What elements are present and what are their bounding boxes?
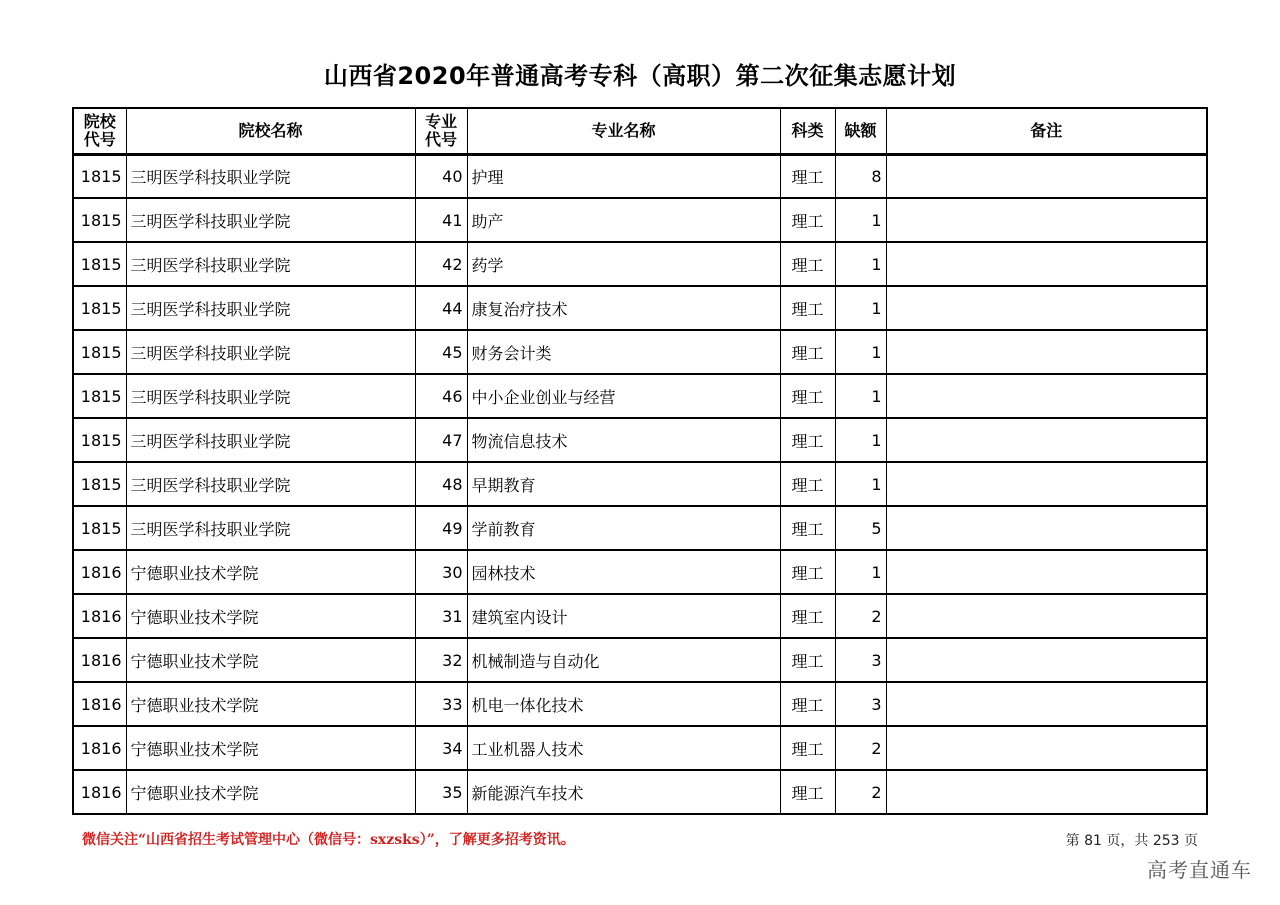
cell-school-code: 1816 — [73, 726, 126, 770]
table-row — [73, 506, 1207, 550]
cell-school-code: 1815 — [73, 198, 126, 242]
cell-category: 理工 — [780, 154, 835, 198]
cell-category: 理工 — [780, 374, 835, 418]
cell-vacancies: 1 — [835, 550, 886, 594]
cell-school-code: 1815 — [73, 374, 126, 418]
table-row — [73, 154, 1207, 198]
cell-vacancies: 5 — [835, 506, 886, 550]
cell-school-code: 1815 — [73, 506, 126, 550]
cell-major-name: 机电一体化技术 — [467, 682, 780, 726]
cell-school-code: 1815 — [73, 418, 126, 462]
cell-major-name: 机械制造与自动化 — [467, 638, 780, 682]
cell-school-name: 宁德职业技术学院 — [126, 594, 415, 638]
cell-major-code: 41 — [415, 198, 467, 242]
table-row — [73, 462, 1207, 506]
cell-major-code: 33 — [415, 682, 467, 726]
cell-remarks — [886, 594, 1207, 638]
table-row — [73, 418, 1207, 462]
cell-major-name: 助产 — [467, 198, 780, 242]
cell-category: 理工 — [780, 462, 835, 506]
cell-school-code: 1816 — [73, 682, 126, 726]
cell-major-code: 44 — [415, 286, 467, 330]
header-major-name: 专业名称 — [467, 108, 780, 154]
table-row — [73, 770, 1207, 814]
cell-remarks — [886, 330, 1207, 374]
cell-major-name: 物流信息技术 — [467, 418, 780, 462]
cell-remarks — [886, 374, 1207, 418]
cell-vacancies: 2 — [835, 726, 886, 770]
cell-category: 理工 — [780, 550, 835, 594]
cell-major-code: 32 — [415, 638, 467, 682]
cell-vacancies: 2 — [835, 594, 886, 638]
cell-major-code: 46 — [415, 374, 467, 418]
cell-category: 理工 — [780, 506, 835, 550]
cell-category: 理工 — [780, 638, 835, 682]
cell-major-code: 40 — [415, 154, 467, 198]
table-row — [73, 726, 1207, 770]
table-row — [73, 550, 1207, 594]
cell-major-name: 学前教育 — [467, 506, 780, 550]
cell-school-name: 宁德职业技术学院 — [126, 550, 415, 594]
cell-vacancies: 2 — [835, 770, 886, 814]
cell-school-name: 宁德职业技术学院 — [126, 682, 415, 726]
cell-major-code: 49 — [415, 506, 467, 550]
header-school-code: 院校 代号 — [73, 108, 126, 154]
cell-category: 理工 — [780, 770, 835, 814]
cell-major-code: 42 — [415, 242, 467, 286]
cell-vacancies: 8 — [835, 154, 886, 198]
cell-major-name: 新能源汽车技术 — [467, 770, 780, 814]
cell-category: 理工 — [780, 198, 835, 242]
cell-school-name: 三明医学科技职业学院 — [126, 462, 415, 506]
cell-school-code: 1816 — [73, 594, 126, 638]
cell-remarks — [886, 418, 1207, 462]
table-row — [73, 638, 1207, 682]
cell-major-name: 建筑室内设计 — [467, 594, 780, 638]
cell-major-name: 中小企业创业与经营 — [467, 374, 780, 418]
cell-school-name: 三明医学科技职业学院 — [126, 418, 415, 462]
cell-remarks — [886, 462, 1207, 506]
cell-school-code: 1816 — [73, 770, 126, 814]
cell-remarks — [886, 682, 1207, 726]
cell-school-name: 三明医学科技职业学院 — [126, 506, 415, 550]
cell-remarks — [886, 770, 1207, 814]
cell-vacancies: 1 — [835, 418, 886, 462]
cell-school-code: 1815 — [73, 330, 126, 374]
cell-school-name: 三明医学科技职业学院 — [126, 330, 415, 374]
cell-vacancies: 1 — [835, 198, 886, 242]
cell-vacancies: 3 — [835, 638, 886, 682]
cell-remarks — [886, 638, 1207, 682]
cell-remarks — [886, 198, 1207, 242]
cell-major-name: 工业机器人技术 — [467, 726, 780, 770]
cell-major-name: 早期教育 — [467, 462, 780, 506]
page-title: 山西省2020年普通高考专科（高职）第二次征集志愿计划 — [323, 62, 957, 90]
cell-major-code: 45 — [415, 330, 467, 374]
cell-major-name: 药学 — [467, 242, 780, 286]
cell-school-code: 1815 — [73, 462, 126, 506]
cell-vacancies: 1 — [835, 374, 886, 418]
cell-category: 理工 — [780, 418, 835, 462]
cell-school-name: 三明医学科技职业学院 — [126, 374, 415, 418]
cell-remarks — [886, 506, 1207, 550]
header-major-code: 专业 代号 — [415, 108, 467, 154]
header-category: 科类 — [780, 108, 835, 154]
table-row — [73, 286, 1207, 330]
cell-major-code: 47 — [415, 418, 467, 462]
cell-vacancies: 1 — [835, 462, 886, 506]
table-row — [73, 242, 1207, 286]
cell-major-name: 康复治疗技术 — [467, 286, 780, 330]
cell-category: 理工 — [780, 330, 835, 374]
cell-major-name: 园林技术 — [467, 550, 780, 594]
cell-vacancies: 1 — [835, 242, 886, 286]
table-row — [73, 198, 1207, 242]
cell-school-code: 1816 — [73, 550, 126, 594]
cell-vacancies: 3 — [835, 682, 886, 726]
cell-school-name: 三明医学科技职业学院 — [126, 242, 415, 286]
cell-remarks — [886, 154, 1207, 198]
cell-category: 理工 — [780, 286, 835, 330]
cell-school-name: 三明医学科技职业学院 — [126, 286, 415, 330]
watermark-text: 高考直通车 — [1147, 858, 1252, 882]
cell-school-code: 1815 — [73, 154, 126, 198]
cell-category: 理工 — [780, 726, 835, 770]
cell-school-code: 1815 — [73, 286, 126, 330]
table-row — [73, 594, 1207, 638]
table-row — [73, 374, 1207, 418]
cell-major-code: 48 — [415, 462, 467, 506]
cell-remarks — [886, 286, 1207, 330]
header-school-name: 院校名称 — [126, 108, 415, 154]
cell-major-code: 35 — [415, 770, 467, 814]
cell-school-code: 1816 — [73, 638, 126, 682]
cell-school-name: 三明医学科技职业学院 — [126, 198, 415, 242]
cell-school-code: 1815 — [73, 242, 126, 286]
cell-category: 理工 — [780, 242, 835, 286]
cell-major-code: 34 — [415, 726, 467, 770]
page-number: 第 81 页，共 253 页 — [1065, 833, 1198, 849]
cell-vacancies: 1 — [835, 286, 886, 330]
cell-major-name: 财务会计类 — [467, 330, 780, 374]
cell-remarks — [886, 550, 1207, 594]
cell-school-name: 宁德职业技术学院 — [126, 638, 415, 682]
cell-major-name: 护理 — [467, 154, 780, 198]
table-row — [73, 330, 1207, 374]
cell-school-name: 宁德职业技术学院 — [126, 770, 415, 814]
cell-remarks — [886, 726, 1207, 770]
cell-vacancies: 1 — [835, 330, 886, 374]
table-body — [73, 154, 1207, 814]
cell-school-name: 三明医学科技职业学院 — [126, 154, 415, 198]
header-vacancies: 缺额 — [835, 108, 886, 154]
cell-school-name: 宁德职业技术学院 — [126, 726, 415, 770]
cell-category: 理工 — [780, 682, 835, 726]
cell-major-code: 30 — [415, 550, 467, 594]
header-remarks: 备注 — [886, 108, 1207, 154]
table-row — [73, 682, 1207, 726]
footer-wechat-note: 微信关注“山西省招生考试管理中心（微信号：sxzsks）”，了解更多招考资讯。 — [82, 832, 575, 848]
cell-category: 理工 — [780, 594, 835, 638]
table-header-row — [73, 108, 1207, 154]
enrollment-plan-table — [72, 107, 1208, 815]
cell-major-code: 31 — [415, 594, 467, 638]
cell-remarks — [886, 242, 1207, 286]
